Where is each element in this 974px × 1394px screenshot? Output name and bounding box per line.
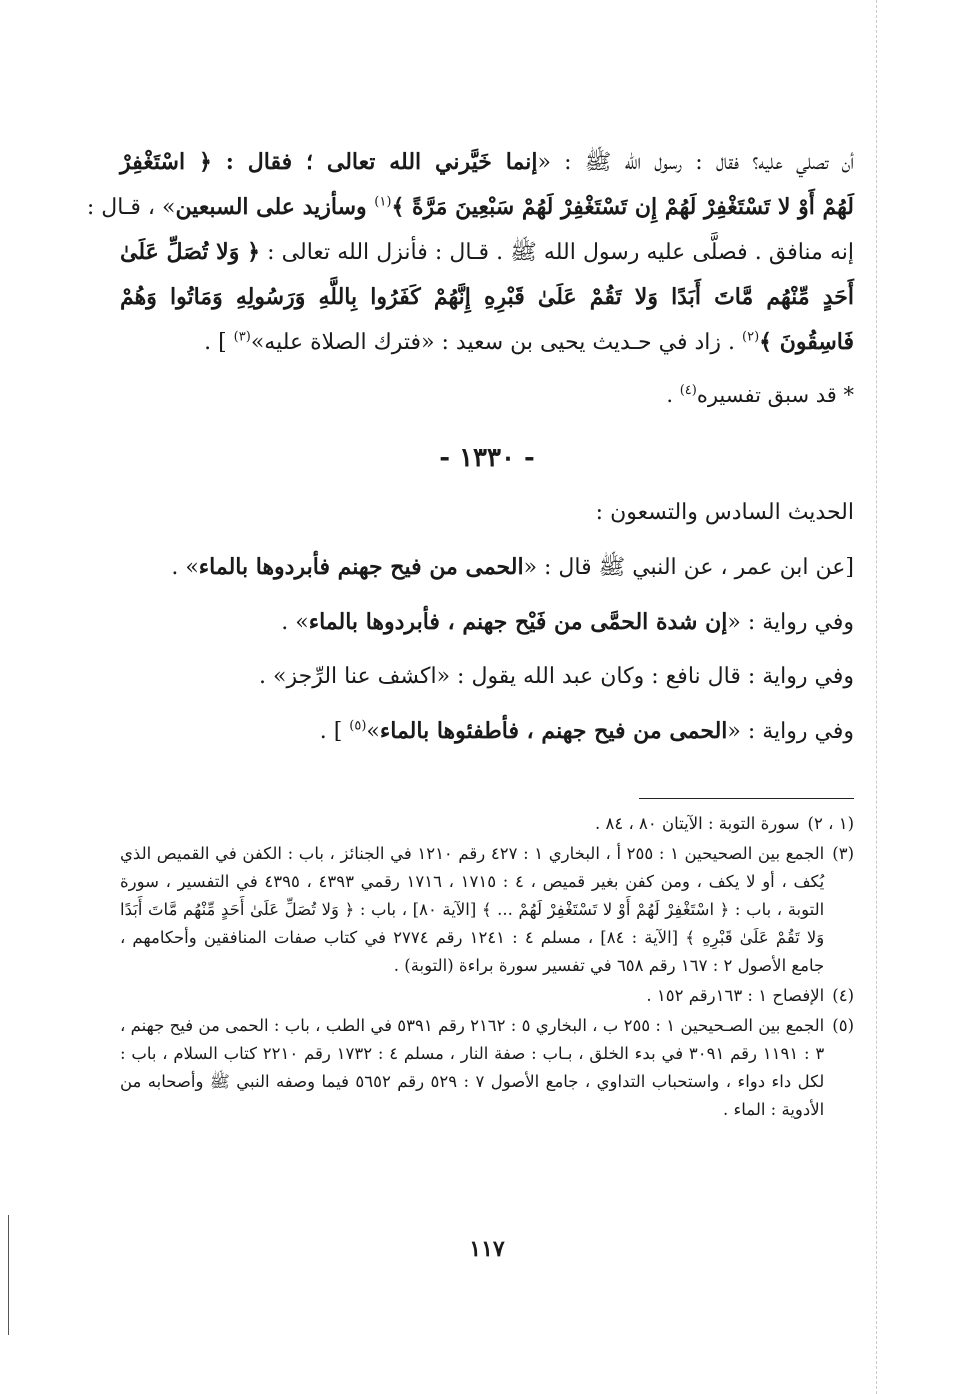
hadith-text: إن شدة الحمَّى من فَيْح جهنم ، فأبردوها بالماء xyxy=(308,609,728,635)
text-line xyxy=(86,185,854,230)
body-text: [عن ابن عمر ، عن النبي ﷺ قال : « xyxy=(523,555,854,580)
body-text: وفي رواية : قال نافع : وكان عبد الله يقول : «اكشف عنا الرِّجز» . xyxy=(259,664,854,689)
footnote-ref: (٤) xyxy=(679,383,697,398)
body-text: وفي رواية : « xyxy=(727,610,854,635)
footnote-text: الإفصاح ١ : ١٦٣رقم ١٥٢ . xyxy=(646,986,825,1005)
quran-verse: فَاسِقُونَ ﴾ xyxy=(759,329,854,355)
footnote xyxy=(120,810,854,838)
body-text: . زاد في حـديث يحيى بن سعيد : «فترك الصلاة عليه» xyxy=(250,330,742,355)
hadith-number: - ١٣٣٠ - xyxy=(439,443,535,473)
narration-line xyxy=(120,655,854,699)
scan-edge-mark xyxy=(8,1215,9,1335)
narration-line xyxy=(120,600,854,645)
hadith-text: الحمى من فيح جهنم فأبردوها بالماء xyxy=(198,554,524,580)
body-text: » . xyxy=(171,555,199,580)
footnote-ref: (٥) xyxy=(349,718,367,734)
narration-line xyxy=(120,545,854,590)
tafsir-note-text: * قد سبق تفسيره xyxy=(696,383,854,407)
footnote-number: (٣) xyxy=(832,844,854,863)
footnote-text: الجمع بين الصـحيحين ١ : ٢٥٥ ب ، البخاري ٥ : ٢١٦٢ رقم ٥٣٩١ في الطب ، باب : الحمى من فيح جهنم ، ٣ : ١١٩١ رقم ٣٠٩١ في بدء الخلق ، بـاب : صفة النار ، مسلم ٤ : ١٧٣٢ رقم ٢٢١٠ كتاب السلام ، باب : لكل داء دواء ، واستحباب التداوي ، جامع الأصول ٧ : ٥٢٩ رقم ٥٦٥٢ فيما وصفه النبي ﷺ وأصحابه من الأدوية : الماء . xyxy=(120,1016,825,1119)
main-text xyxy=(86,140,854,764)
footnote-number: (٤) xyxy=(832,986,854,1005)
hadith-text: إنما خَيَّرني الله تعالى ؛ فقال : ﴿ اسْتَغْفِرْ xyxy=(120,149,538,175)
quran-verse: أَحَدٍ مِّنْهُم مَّاتَ أَبَدًا وَلا تَقُمْ عَلَىٰ قَبْرِهِ إِنَّهُمْ كَفَرُوا بِاللَّهِ وَرَسُولِهِ وَمَاتُوا وَهُمْ xyxy=(120,284,854,310)
footnote-ref: (١) xyxy=(374,194,392,210)
text-line xyxy=(120,230,854,275)
footnote-number: (٥) xyxy=(832,1016,854,1035)
quran-verse: لَهُمْ أَوْ لا تَسْتَغْفِرْ لَهُمْ إِن تَسْتَغْفِرْ لَهُمْ سَبْعِينَ مَرَّةً ﴾ xyxy=(391,194,854,220)
body-text: ] . xyxy=(319,719,350,744)
footnote-ref: (٣) xyxy=(233,329,251,345)
body-text: » . xyxy=(281,610,309,635)
footnote-ref: (٢) xyxy=(742,329,760,345)
footnote-number: (١ ، ٢) xyxy=(807,814,854,833)
footnote-text: سورة التوبة : الآيتان ٨٠ ، ٨٤ . xyxy=(594,814,800,833)
section-title: الحديث السادس والتسعون : xyxy=(595,500,854,525)
body-text: إنه منافق . فصلَّى عليه رسول الله ﷺ . قـال : فأنزل الله تعالى : xyxy=(260,240,854,265)
tafsir-note-end: . xyxy=(666,383,680,407)
page-number: ١١٧ xyxy=(469,1236,505,1262)
scan-edge-line xyxy=(875,0,877,1394)
body-text: ] . xyxy=(204,330,234,355)
text-line xyxy=(120,140,854,185)
footnote xyxy=(120,982,854,1010)
hadith-continuation xyxy=(86,140,854,365)
footnote xyxy=(120,1012,854,1124)
hadith-text: وسأزيد على السبعين xyxy=(175,194,375,220)
body-text: أن تصلي عليه؟ فقال : رسول الله ﷺ : « xyxy=(537,150,854,175)
footnote xyxy=(120,840,854,980)
narrations xyxy=(120,545,854,754)
body-text: وفي رواية : « xyxy=(727,719,854,744)
body-text: » ، قـال : xyxy=(86,195,176,220)
hadith-text: الحمى من فيح جهنم ، فأطفئوها بالماء xyxy=(379,718,728,744)
footnotes xyxy=(120,810,854,1126)
narration-line xyxy=(120,709,854,754)
footnote-divider xyxy=(639,798,854,799)
body-text: » xyxy=(366,719,380,744)
text-line xyxy=(120,320,854,365)
tafsir-note xyxy=(120,373,854,417)
quran-verse: ﴿ وَلا تُصَلِّ عَلَىٰ xyxy=(120,239,261,265)
footnote-text: الجمع بين الصحيحين ١ : ٢٥٥ أ ، البخاري ١ : ٤٢٧ رقم ١٢١٠ في الجنائز ، باب : الكفن في القميص الذي يُكف ، أو لا يكف ، ومن كفن بغير قميص ، ٤ : ١٧١٥ ، ١٧١٦ رقمي ٤٣٩٣ ، ٤٣٩٥ في التفسير ، سورة التوبة ، باب : ﴿ اسْتَغْفِرْ لَهُمْ أَوْ لا تَسْتَغْفِرْ لَهُمْ ... ﴾ [الآية ٨٠] ، باب : ﴿ وَلا تُصَلِّ عَلَىٰ أَحَدٍ مِّنْهُم مَّاتَ أَبَدًا وَلا تَقُمْ عَلَىٰ قَبْرِهِ ﴾ [الآية : ٨٤] ، مسلم ٤ : ١٢٤١ رقم ٢٧٧٤ في كتاب صفات المنافقين وأحكامهم ، جامع الأصول ٢ : ١٦٧ رقم ٦٥٨ في تفسير سورة براءة (التوبة) . xyxy=(120,844,825,975)
text-line xyxy=(120,275,854,320)
